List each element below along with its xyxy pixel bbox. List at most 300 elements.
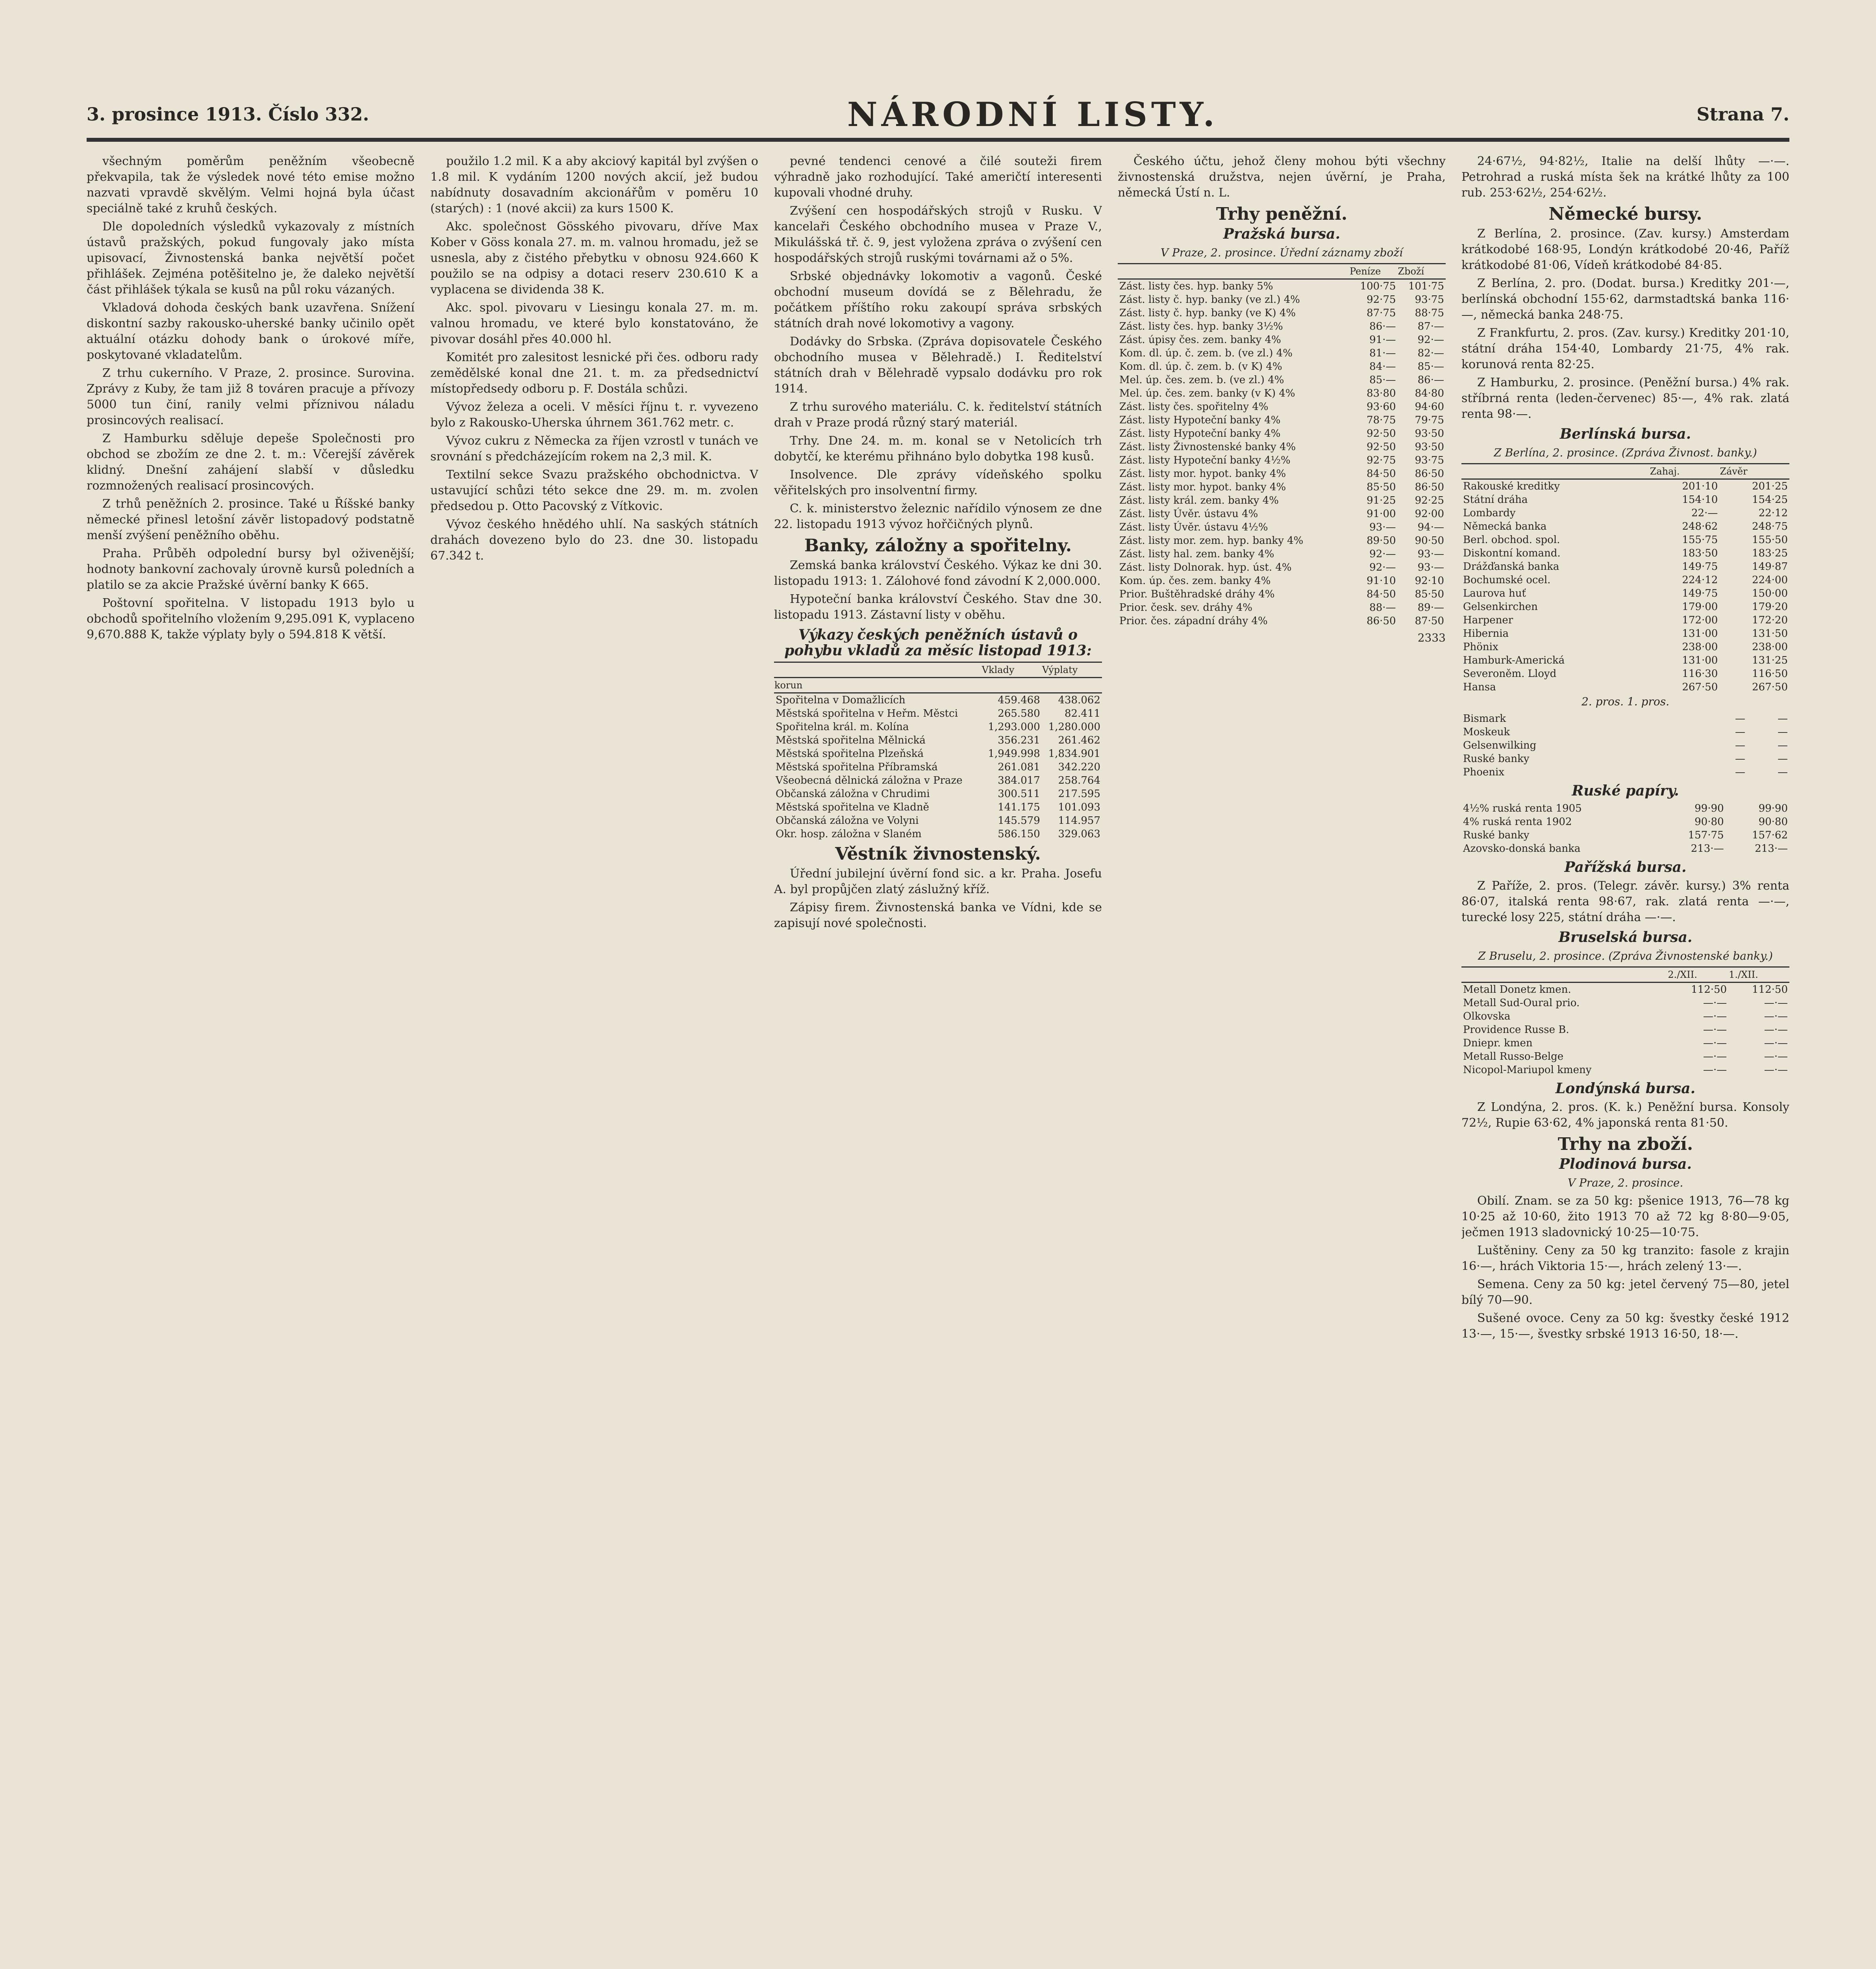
table-cell-value: 99·90 (1758, 803, 1788, 814)
table-cell-value: 261.462 (1058, 734, 1100, 746)
paragraph: Luštěniny. Ceny za 50 kg tranzito: fasole z krajin 16·—, hrách Viktoria 15·—, hrách zelený 13·—. (1461, 1244, 1789, 1273)
issue-date: 3. prosince 1913. Číslo 332. (87, 104, 369, 125)
table-cell-value: 92·10 (1415, 575, 1444, 587)
table-cell-value: 1,834.901 (1048, 748, 1100, 760)
table-cell-name: Prior. česk. sev. dráhy 4% (1119, 602, 1252, 614)
table-cell-value: 267·50 (1682, 681, 1718, 693)
table-cell-value: —·— (1764, 1064, 1788, 1076)
table-row (1118, 521, 1446, 534)
russian-papers-body (1461, 802, 1789, 855)
table-cell-value: 154·25 (1752, 494, 1788, 506)
table-row (774, 787, 1102, 801)
table-cell-name: Ruské banky (1463, 829, 1530, 841)
table-cell-value: 84·50 (1367, 468, 1396, 480)
table-cell-value: 85·— (1417, 361, 1444, 373)
table-header: Peníze (1349, 264, 1397, 279)
table-row (1461, 815, 1789, 829)
paragraph: Textilní sekce Svazu pražského obchodnictva. V ustavující schůzi této sekce dne 29. m. m. zvolen předsedou p. Otto Pacovský z Vítkovic. (430, 468, 758, 513)
table-cell-name: Phönix (1463, 641, 1498, 653)
table-row (1118, 320, 1446, 333)
table-row (1118, 561, 1446, 574)
table-cell-value: 84·80 (1415, 387, 1444, 399)
deposits-heading: Výkazy českých peněžních ústavů o pohybu vkladů za měsíc listopad 1913: (784, 627, 1092, 659)
newspaper-title: NÁRODNÍ LISTY. (847, 95, 1219, 134)
table-cell-value: 92·— (1417, 334, 1444, 346)
russian-papers-heading: Ruské papíry. (1572, 782, 1679, 799)
table-cell-name: Olkovska (1463, 1010, 1511, 1022)
table-cell-value: 92·— (1369, 562, 1396, 573)
paragraph: Zemská banka království Českého. Výkaz ke dni 30. listopadu 1913: 1. Zálohové fond závodní K 2,000.000. (774, 558, 1102, 588)
table-header: Zahaj. (1650, 464, 1720, 479)
table-header: Závěr (1719, 464, 1789, 479)
table-cell-value: 92·50 (1367, 441, 1396, 453)
table-cell-value: —·— (1703, 1010, 1727, 1022)
table-cell-value: 131·00 (1682, 628, 1718, 640)
paragraph: Sušené ovoce. Ceny za 50 kg: švestky české 1912 13·—, 15·—, švestky srbské 1913 16·50, 18·—. (1461, 1311, 1789, 1341)
table-cell-name: Harpener (1463, 614, 1513, 626)
table-header: 1./XII. (1728, 967, 1789, 983)
table-cell-value: 89·50 (1367, 535, 1396, 547)
table-cell-value: 224·00 (1752, 574, 1788, 586)
table-cell-value: 155·75 (1682, 534, 1718, 546)
table-cell-value: 217.595 (1058, 788, 1100, 800)
table-cell-name: Nicopol-Mariupol kmeny (1463, 1064, 1592, 1076)
table-cell-name: Zást. listy mor. hypot. banky 4% (1119, 468, 1286, 480)
table-row (774, 693, 1102, 707)
table-cell-name: Metall Donetz kmen. (1463, 984, 1571, 996)
table-row (1118, 534, 1446, 547)
table-cell-value: — (1735, 740, 1745, 751)
table-cell-name: Gelsenkirchen (1463, 601, 1538, 613)
table-cell-value: 238·00 (1682, 641, 1718, 653)
table-cell-name: Zást. listy Dolnorak. hyp. úst. 4% (1119, 562, 1292, 573)
table-cell-name: Zást. listy čes. hyp. banky 3½% (1119, 321, 1283, 332)
table-row (774, 801, 1102, 814)
table-cell-value: — (1735, 753, 1745, 765)
masthead (87, 91, 1789, 142)
column-1 (87, 154, 415, 1969)
table-cell-value: 438.062 (1058, 694, 1100, 706)
table-row (1461, 1063, 1789, 1077)
table-cell-name: Berl. obchod. spol. (1463, 534, 1560, 546)
table-cell-name: Hansa (1463, 681, 1496, 693)
table-cell-value: 90·80 (1758, 816, 1788, 828)
table-cell-name: Zást. listy mor. hypot. banky 4% (1119, 481, 1286, 493)
table-row (1118, 547, 1446, 561)
table-cell-name: Zást. listy Úvěr. ústavu 4% (1119, 508, 1258, 520)
section-heading-vestnik: Věstník živnostenský. (835, 844, 1041, 864)
table-cell-value: 85·50 (1367, 481, 1396, 493)
table-cell-name: Státní dráha (1463, 494, 1528, 506)
table-cell-value: 91·10 (1367, 575, 1396, 587)
table-cell-value: 93·— (1417, 562, 1444, 573)
table-cell-value: 93·50 (1415, 428, 1444, 439)
table-row (1461, 493, 1789, 506)
table-cell-value: 87·— (1417, 321, 1444, 332)
table-cell-value: 90·50 (1415, 535, 1444, 547)
table-cell-name: Kom. úp. čes. zem. banky 4% (1119, 575, 1271, 587)
table-row (1461, 680, 1789, 694)
table-cell-name: Moskeuk (1463, 726, 1510, 738)
table-cell-name: Gelsenwilking (1463, 740, 1537, 751)
table-row (1461, 587, 1789, 600)
table-row (1461, 654, 1789, 667)
table-row (774, 720, 1102, 734)
table-row (1118, 574, 1446, 588)
table-cell-value: —·— (1764, 1010, 1788, 1022)
table-cell-value: 101·75 (1408, 280, 1444, 292)
table-cell-value: 86·50 (1415, 468, 1444, 480)
table-cell-name: Mel. úp. čes. zem. b. (ve zl.) 4% (1119, 374, 1284, 386)
table-cell-value: 22·— (1691, 507, 1718, 519)
table-cell-value: 356.231 (998, 734, 1040, 746)
table-cell-value: 81·— (1369, 347, 1396, 359)
table-cell-value: —·— (1703, 1037, 1727, 1049)
table-cell-value: 92·— (1369, 548, 1396, 560)
table-cell-value: 459.468 (998, 694, 1040, 706)
table-row (774, 747, 1102, 760)
table-cell-value: 157·75 (1688, 829, 1724, 841)
berlin-bourse-heading: Berlínská bursa. (1559, 426, 1691, 442)
table-cell-value: 93·— (1369, 521, 1396, 533)
paragraph: Úřední jubilejní úvěrní fond sic. a kr. Praha. Josefu A. byl propůjčen zlatý záslužný kříž. (774, 867, 1102, 896)
table-cell-name: Spořitelna král. m. Kolína (776, 721, 909, 733)
table-header (1118, 264, 1349, 279)
table-cell-value: 94·— (1417, 521, 1444, 533)
table-cell-value: 101.093 (1058, 801, 1100, 813)
table-cell-value: 87·75 (1367, 307, 1396, 319)
paragraph: Dle dopoledních výsledků vykazovaly z místních ústavů pražských, pokud fungovaly jako místa upisovací, Živnostenská banka největší počet přihlášek. Zejména potěšitelno je, že daleko největší část přihlášek týkala se kusů na půl roku vázaných. (87, 220, 415, 297)
berlin-bourse-body (1461, 479, 1789, 694)
table-row (1461, 996, 1789, 1010)
table-row (1461, 479, 1789, 493)
table-cell-value: 131·25 (1752, 654, 1788, 666)
table-cell-name: Drážďanská banka (1463, 561, 1559, 573)
table-cell-value: —·— (1764, 997, 1788, 1009)
paragraph: Vývoz českého hnědého uhlí. Na saských státních drahách dovezeno bylo do 23. dne 30. listopadu 67.342 t. (430, 517, 758, 563)
table-row (1461, 640, 1789, 654)
table-cell-value: 1,280.000 (1048, 721, 1100, 733)
table-cell-name: Bismark (1463, 713, 1506, 725)
table-cell-value: 94·60 (1415, 401, 1444, 413)
table-cell-name: Lombardy (1463, 507, 1516, 519)
table-cell-value: 329.063 (1058, 828, 1100, 840)
table-cell-name: Metall Russo-Belge (1463, 1051, 1564, 1062)
table-row (1118, 588, 1446, 601)
table-cell-value: 84·— (1369, 361, 1396, 373)
berlin-bourse-table (1461, 463, 1789, 694)
table-cell-value: 116·30 (1682, 668, 1718, 680)
table-cell-value: — (1778, 713, 1788, 725)
table-cell-name: Městská spořitelna Plzeňská (776, 748, 924, 760)
table-cell-value: 150·00 (1752, 588, 1788, 599)
table-row (1118, 387, 1446, 400)
paragraph: Komitét pro zalesitost lesnické při čes. odboru rady zemědělské konal dne 21. t. m. za předsednictví místopředsedy odboru p. F. Dostála schůzi. (430, 350, 758, 396)
table-cell-value: 149·75 (1682, 588, 1718, 599)
table-cell-value: —·— (1764, 1024, 1788, 1036)
table-row (1118, 373, 1446, 387)
berlin-bourse-table-2 (1461, 712, 1789, 779)
table-cell-value: 92·75 (1367, 454, 1396, 466)
table-header: Výplaty (1042, 662, 1102, 678)
table-cell-value: 258.764 (1058, 775, 1100, 786)
table-cell-name: Kom. dl. úp. č. zem. b. (ve zl.) 4% (1119, 347, 1293, 359)
table-cell-value: — (1778, 740, 1788, 751)
table-row (1118, 306, 1446, 320)
table-cell-value: 86·50 (1415, 481, 1444, 493)
table-cell-name: Zást. listy Hypoteční banky 4% (1119, 414, 1281, 426)
paragraph: Z Londýna, 2. pros. (K. k.) Peněžní bursa. Konsoly 72½, Rupie 63·62, 4% japonská renta 81·50. (1461, 1100, 1789, 1130)
table-cell-value: 82.411 (1065, 708, 1100, 719)
table-row (1118, 614, 1446, 628)
table-cell-value: 112·50 (1752, 984, 1788, 996)
table-cell-value: 112·50 (1691, 984, 1727, 996)
table-cell-value: 586.150 (998, 828, 1040, 840)
paragraph: Z Paříže, 2. pros. (Telegr. závěr. kursy.) 3% renta 86·07, italská renta 98·67, rak. zlatá renta —·—, turecké losy 225, státní dráha —·—. (1461, 879, 1789, 924)
table-cell-name: Bochumské ocel. (1463, 574, 1551, 586)
table-cell-name: Zást. listy král. zem. banky 4% (1119, 495, 1279, 506)
table-cell-value: 78·75 (1367, 414, 1396, 426)
page-number: Strana 7. (1696, 104, 1789, 125)
table-cell-name: Městská spořitelna ve Kladně (776, 801, 930, 813)
table-cell-name: Městská spořitelna Příbramská (776, 761, 938, 773)
table-row (1461, 802, 1789, 815)
table-cell-value: 91·25 (1367, 495, 1396, 506)
paragraph: Z Hamburku, 2. prosince. (Peněžní bursa.) 4% rak. stříbrná renta (leden-červenec) 85·—, 4% rak. zlatá renta 98·—. (1461, 376, 1789, 421)
table-cell-value: — (1735, 713, 1745, 725)
table-cell-value: 149·75 (1682, 561, 1718, 573)
paragraph: Vývoz cukru z Německa za říjen vzrostl v tunách ve srovnání s předcházejícím rokem na 2,3 mil. K. (430, 434, 758, 464)
table-row (774, 827, 1102, 841)
table-cell-value: 145.579 (998, 815, 1040, 827)
brussels-bourse-heading: Bruselská bursa. (1558, 929, 1693, 946)
table-row (1461, 739, 1789, 752)
table-cell-value: 85·50 (1415, 588, 1444, 600)
table-cell-value: 224·12 (1682, 574, 1718, 586)
table-cell-name: Severoněm. Lloyd (1463, 668, 1557, 680)
table-row (774, 774, 1102, 787)
table-cell-value: 82·— (1417, 347, 1444, 359)
table-cell-value: 201·10 (1682, 480, 1718, 492)
table-header: Vklady (982, 662, 1042, 678)
table-row (1118, 454, 1446, 467)
table-cell-value: 79·75 (1415, 414, 1444, 426)
deposits-table (774, 662, 1102, 841)
table-cell-value: 267·50 (1752, 681, 1788, 693)
table-cell-value: 300.511 (998, 788, 1040, 800)
table-row (1461, 752, 1789, 766)
table-cell-value: — (1735, 766, 1745, 778)
grain-bourse-heading: Plodinová bursa. (1559, 1156, 1692, 1172)
table-cell-value: 155·50 (1752, 534, 1788, 546)
table-cell-value: 179·00 (1682, 601, 1718, 613)
prague-bourse-body (1118, 279, 1446, 628)
paris-bourse-heading: Pařížská bursa. (1564, 859, 1687, 875)
table-cell-value: 22·12 (1758, 507, 1788, 519)
table-cell-value: 92·75 (1367, 294, 1396, 306)
table-row (1118, 427, 1446, 440)
table-cell-name: Zást. listy č. hyp. banky (ve K) 4% (1119, 307, 1296, 319)
table-cell-name: Zást. listy Hypoteční banky 4% (1119, 428, 1281, 439)
paragraph: Z trhů peněžních 2. prosince. Také u Říšské banky německé přinesl letošní závěr listopadový podstatně menší zvýšení peněžního oběhu. (87, 497, 415, 542)
table-row (1461, 842, 1789, 855)
table-row (1461, 547, 1789, 560)
paragraph: Obilí. Znam. se za 50 kg: pšenice 1913, 76—78 kg 10·25 až 10·60, žito 1913 70 až 72 kg 8·80—9·05, ječmen 1913 sladovnický 10·25—10·75. (1461, 1194, 1789, 1239)
table-cell-name: Zást. listy hal. zem. banky 4% (1119, 548, 1274, 560)
table-cell-value: 92·00 (1415, 508, 1444, 520)
brussels-bourse-body (1461, 983, 1789, 1077)
table-row (1118, 494, 1446, 507)
table-row (1461, 560, 1789, 573)
paragraph: 24·67½, 94·82½, Italie na delší lhůty —·—. Petrohrad a ruská místa šek na krátké lhůty za 100 rub. 253·62½, 254·62½. (1461, 154, 1789, 200)
columns (87, 154, 1789, 1969)
table-cell-value: 92·50 (1367, 428, 1396, 439)
table-unit: korun (774, 678, 1102, 693)
table-cell-value: 91·00 (1367, 508, 1396, 520)
table-cell-value: 86·— (1369, 321, 1396, 332)
table-cell-name: Rakouské kreditky (1463, 480, 1560, 492)
table-cell-value: 1,949.998 (988, 748, 1040, 760)
table-cell-value: 384.017 (998, 775, 1040, 786)
table-cell-value: 86·— (1417, 374, 1444, 386)
table-row (774, 760, 1102, 774)
table-cell-value: 248·75 (1752, 521, 1788, 532)
table-row (1118, 480, 1446, 494)
table-cell-value: 213·— (1755, 843, 1788, 855)
table-row (774, 707, 1102, 720)
table-row (1461, 614, 1789, 627)
paragraph: Trhy. Dne 24. m. m. konal se v Netolicích trh dobytčí, ke kterému přihnáno bylo dobytka 198 kusů. (774, 434, 1102, 464)
paragraph: Z Berlína, 2. pro. (Dodat. bursa.) Kreditky 201·—, berlínská obchodní 155·62, darmstadtská banka 116·—, německá banka 248·75. (1461, 276, 1789, 322)
table-row (1461, 573, 1789, 587)
table-cell-name: Kom. dl. úp. č. zem. b. (v K) 4% (1119, 361, 1282, 373)
table-cell-name: Zást. listy čes. hyp. banky 5% (1119, 280, 1273, 292)
table-row (1118, 467, 1446, 480)
table-row (1118, 413, 1446, 427)
berlin-bourse-body-2 (1461, 712, 1789, 779)
table-cell-value: 179·20 (1752, 601, 1788, 613)
table-cell-value: — (1778, 753, 1788, 765)
table-row (1461, 506, 1789, 520)
table-cell-value: — (1735, 726, 1745, 738)
table-row (1461, 1050, 1789, 1063)
prague-bourse-table (1118, 263, 1446, 628)
paragraph: Dodávky do Srbska. (Zpráva dopisovatele Českého obchodního musea v Bělehradě.) I. Ředitelství státních drah v Bělehradě vypsalo dodávku pro rok 1914. (774, 335, 1102, 396)
table-cell-name: Dniepr. kmen (1463, 1037, 1533, 1049)
table-cell-value: 265.580 (998, 708, 1040, 719)
table-cell-name: Hamburk-Americká (1463, 654, 1565, 666)
german-bourses-heading: Německé bursy. (1548, 204, 1702, 224)
table-cell-name: 4½% ruská renta 1905 (1463, 803, 1582, 814)
table-cell-value: 93·50 (1415, 441, 1444, 453)
table-cell-name: Azovsko-donská banka (1463, 843, 1581, 855)
table-row (1118, 601, 1446, 614)
prague-bourse-heading: Pražská bursa. (1223, 226, 1341, 242)
table-cell-value: 86·50 (1367, 615, 1396, 627)
table-cell-value: —·— (1764, 1037, 1788, 1049)
table-row (1461, 1036, 1789, 1050)
table-cell-value: —·— (1703, 1024, 1727, 1036)
table-row (1461, 1010, 1789, 1023)
brussels-bourse-table (1461, 966, 1789, 1077)
table-cell-name: Všeobecná dělnická záložna v Praze (776, 775, 963, 786)
berlin-bourse-subtitle: Z Berlína, 2. prosince. (Zpráva Živnost. banky.) (1494, 446, 1757, 459)
table-cell-value: 88·75 (1415, 307, 1444, 319)
table-cell-name: Providence Russe B. (1463, 1024, 1569, 1036)
paragraph: Českého účtu, jehož členy mohou býti všechny živnostenská družstva, nejen úvěrní, je Praha, německá Ústí n. L. (1118, 154, 1446, 200)
table-cell-value: 157·62 (1752, 829, 1788, 841)
table-cell-name: Zást. listy čes. spořitelny 4% (1119, 401, 1269, 413)
table-cell-name: Zást. úpisy čes. zem. banky 4% (1119, 334, 1281, 346)
table-row (1118, 440, 1446, 454)
table-cell-value: 90·80 (1695, 816, 1724, 828)
grain-bourse-subtitle: V Praze, 2. prosince. (1567, 1176, 1683, 1189)
table-row (1461, 725, 1789, 739)
paragraph: Praha. Průběh odpolední bursy byl oživenější; hodnoty bankovní zachovaly úrovně kursů poledních a platilo se za akcie Pražské úvěrní banky K 665. (87, 547, 415, 592)
table-cell-value: 183·25 (1752, 547, 1788, 559)
table-cell-value: 238·00 (1752, 641, 1788, 653)
table-cell-name: Mel. úp. čes. zem. banky (v K) 4% (1119, 387, 1295, 399)
table-cell-value: 154·10 (1682, 494, 1718, 506)
table-cell-name: Phoenix (1463, 766, 1505, 778)
paragraph: Akc. spol. pivovaru v Liesingu konala 27. m. m. valnou hromadu, ve které bylo konstatováno, že pivovar dosáhl přes 40.000 hl. (430, 301, 758, 346)
table-cell-value: 116·50 (1752, 668, 1788, 680)
table-row (1118, 293, 1446, 306)
london-bourse-heading: Londýnská bursa. (1555, 1080, 1696, 1097)
table-cell-value: — (1778, 766, 1788, 778)
paragraph: Z Berlína, 2. prosince. (Zav. kursy.) Amsterdam krátkodobé 168·95, Londýn krátkodobé 20·46, Paříž krátkodobé 81·06, Vídeň krátkodobé 84·85. (1461, 227, 1789, 272)
table-footnote: 2333 (1417, 631, 1446, 644)
table-row (1118, 279, 1446, 293)
table-cell-value: 201·25 (1752, 480, 1788, 492)
table-header (1461, 967, 1667, 983)
paragraph: Z trhu surového materiálu. C. k. ředitelství státních drah v Praze prodá různý starý materiál. (774, 400, 1102, 430)
table-cell-name: Občanská záložna ve Volyni (776, 815, 919, 827)
table-cell-name: Zást. listy mor. zem. hyp. banky 4% (1119, 535, 1304, 547)
table-row (1461, 983, 1789, 997)
table-cell-name: Prior. Buštěhradské dráhy 4% (1119, 588, 1275, 600)
paragraph: použilo 1.2 mil. K a aby akciový kapitál byl zvýšen o 1.8 mil. K vydáním 1200 nových akcií, jež budou nabídnuty dosavadním akcionářům v poměru 10 (starých) : 1 (nové akcii) za kurs 1500 K. (430, 154, 758, 215)
column-5 (1461, 154, 1789, 1969)
table-cell-value: 91·— (1369, 334, 1396, 346)
table-cell-value: 100·75 (1360, 280, 1396, 292)
table-cell-name: Občanská záložna v Chrudimi (776, 788, 930, 800)
paragraph: Insolvence. Dle zprávy vídeňského spolku věřitelských pro insolventní firmy. (774, 468, 1102, 497)
table-header: Zboží (1398, 264, 1446, 279)
table-cell-name: Ruské banky (1463, 753, 1530, 765)
prague-bourse-subtitle: V Praze, 2. prosince. Úřední záznamy zboží (1160, 246, 1403, 259)
paragraph: Z trhu cukerního. V Praze, 2. prosince. Surovina. Zprávy z Kuby, že tam již 8 továren pracuje a přívozy 5000 tun činí, ranily velmi příznivou náladu prosincových realisací. (87, 366, 415, 427)
table-row (1461, 766, 1789, 779)
table-cell-value: 261.081 (998, 761, 1040, 773)
table-row (1461, 520, 1789, 533)
table-cell-value: 99·90 (1695, 803, 1724, 814)
paragraph: C. k. ministerstvo železnic nařídilo výnosem ze dne 22. listopadu 1913 vývoz hořčičných plynů. (774, 502, 1102, 531)
table-cell-value: 183·50 (1682, 547, 1718, 559)
table-cell-name: Zást. listy č. hyp. banky (ve zl.) 4% (1119, 294, 1300, 306)
table-cell-value: 1,293.000 (988, 721, 1040, 733)
paragraph: Vývoz železa a oceli. V měsíci říjnu t. r. vyvezeno bylo z Rakousko-Uherska úhrnem 361.762 metr. c. (430, 400, 758, 430)
paragraph: Zvýšení cen hospodářských strojů v Rusku. V kancelaři Českého obchodního musea v Praze V., Mikulášská tř. č. 9, jest vyložena zpráva o zvýšení cen hospodářských strojů ruskými továrnami až o 5%. (774, 204, 1102, 265)
table-cell-name: Spořitelna v Domažlicích (776, 694, 906, 706)
table-row (774, 734, 1102, 747)
table-header (774, 662, 982, 678)
table-cell-value: 87·50 (1415, 615, 1444, 627)
table-cell-value: 131·00 (1682, 654, 1718, 666)
table-header: 2./XII. (1667, 967, 1728, 983)
table-cell-value: 114.957 (1058, 815, 1100, 827)
table-cell-name: Diskontní komand. (1463, 547, 1561, 559)
